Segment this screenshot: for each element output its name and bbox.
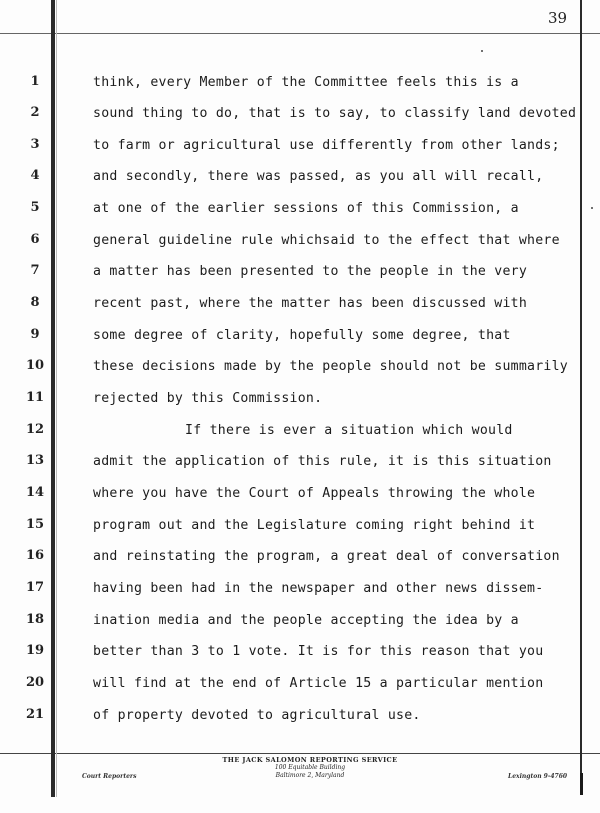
transcript-line: where you have the Court of Appeals throwing the whole — [93, 486, 536, 501]
transcript-line: program out and the Legislature coming right behind it — [93, 518, 536, 533]
page-number: 39 — [548, 9, 568, 27]
transcript-line: recent past, where the matter has been discussed with — [93, 296, 528, 311]
line-number: 13 — [25, 453, 45, 468]
line-number: 8 — [30, 295, 40, 310]
right-margin-rule-footer — [580, 773, 583, 795]
line-number: 21 — [25, 707, 45, 722]
footer-center-block — [200, 756, 420, 780]
right-margin-rule-lower — [580, 753, 582, 773]
transcript-line: a matter has been presented to the people in the very — [93, 264, 528, 279]
line-number: 18 — [25, 612, 45, 627]
scan-speck — [591, 207, 593, 209]
line-number: 5 — [30, 200, 40, 215]
transcript-line: and reinstating the program, a great deal of conversation — [93, 549, 560, 564]
transcript-line: of property devoted to agricultural use. — [93, 708, 421, 723]
transcript-line: think, every Member of the Committee feels this is a — [93, 75, 519, 90]
right-margin-rule — [580, 0, 582, 753]
line-number: 15 — [25, 517, 45, 532]
transcript-line: to farm or agricultural use differently from other lands; — [93, 138, 560, 153]
header-rule — [0, 33, 600, 34]
line-number: 1 — [30, 74, 40, 89]
line-number: 4 — [30, 168, 40, 183]
transcript-line: general guideline rule whichsaid to the effect that where — [93, 233, 560, 248]
line-number: 2 — [30, 105, 40, 120]
line-number: 10 — [25, 358, 45, 373]
line-number: 14 — [25, 485, 45, 500]
transcript-line: ination media and the people accepting the idea by a — [93, 613, 519, 628]
transcript-line: at one of the earlier sessions of this Commission, a — [93, 201, 519, 216]
transcript-line: better than 3 to 1 vote. It is for this reason that you — [93, 644, 544, 659]
transcript-line: admit the application of this rule, it is this situation — [93, 454, 552, 469]
transcript-line: rejected by this Commission. — [93, 391, 323, 406]
reporting-service-address-2: Baltimore 2, Maryland — [275, 772, 345, 779]
reporting-service-name: THE JACK SALOMON REPORTING SERVICE — [222, 756, 398, 764]
transcript-line: these decisions made by the people should not be summarily — [93, 359, 568, 374]
line-number: 11 — [25, 390, 45, 405]
line-number: 6 — [30, 232, 40, 247]
transcript-line: some degree of clarity, hopefully some degree, that — [93, 328, 511, 343]
left-margin-inner-rule — [56, 0, 57, 797]
line-number: 3 — [30, 137, 40, 152]
line-number: 19 — [25, 643, 45, 658]
transcript-line: having been had in the newspaper and other news dissem- — [93, 581, 544, 596]
line-number: 9 — [30, 327, 40, 342]
transcript-line: sound thing to do, that is to say, to classify land devoted — [93, 106, 577, 121]
footer-rule — [0, 753, 600, 754]
line-number: 20 — [25, 675, 45, 690]
reporting-service-address-1: 100 Equitable Building — [274, 764, 346, 771]
transcript-line: and secondly, there was passed, as you all will recall, — [93, 169, 544, 184]
line-number: 12 — [25, 422, 45, 437]
footer-phone: Lexington 9-4760 — [508, 773, 568, 780]
line-number: 16 — [25, 548, 45, 563]
footer-left-label: Court Reporters — [82, 773, 137, 780]
line-number: 17 — [25, 580, 45, 595]
line-number: 7 — [30, 263, 40, 278]
scan-speck — [481, 50, 483, 52]
transcript-line-indented: If there is ever a situation which would — [185, 423, 513, 438]
transcript-line: will find at the end of Article 15 a particular mention — [93, 676, 544, 691]
